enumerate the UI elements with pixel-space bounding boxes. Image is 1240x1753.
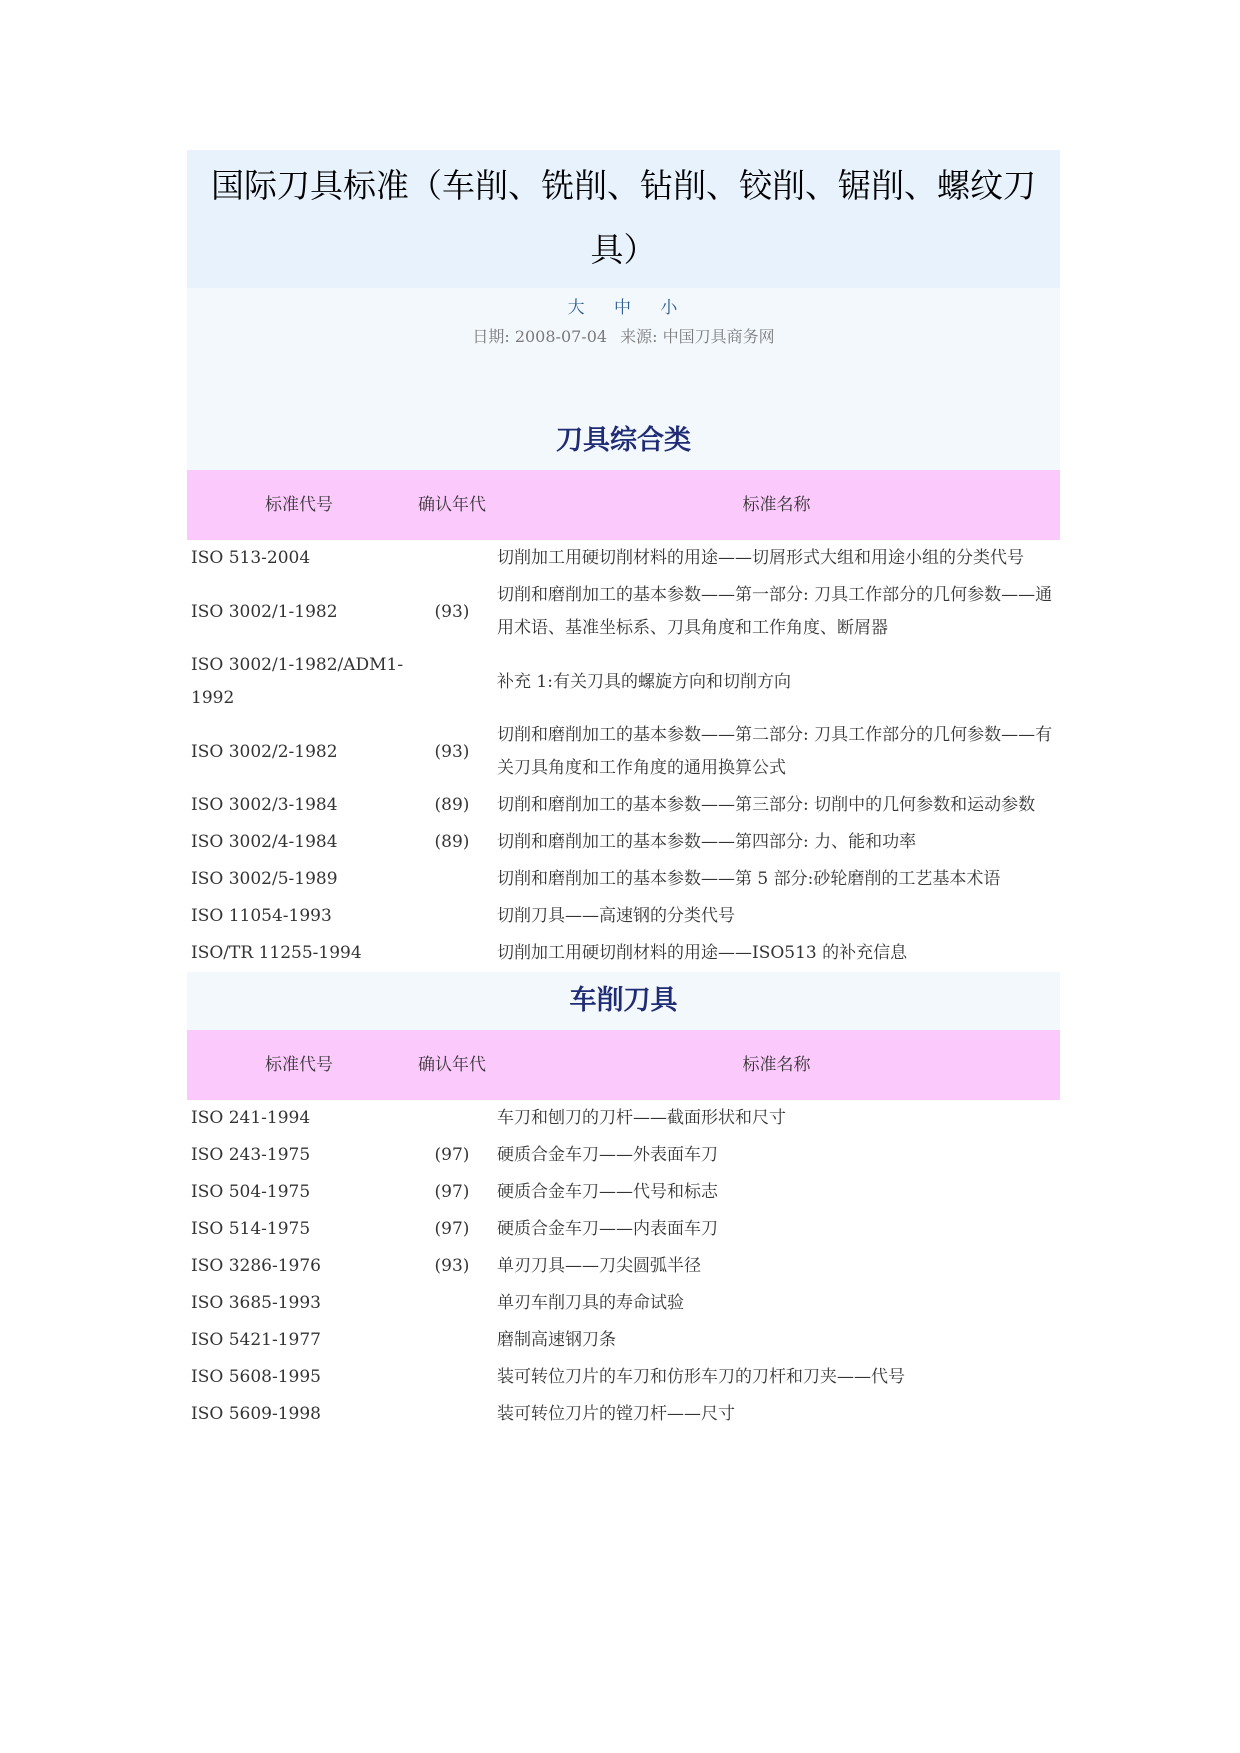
header-name: 标准名称 bbox=[493, 470, 1060, 540]
confirm-year bbox=[411, 1322, 493, 1359]
standard-name: 磨制高速钢刀条 bbox=[497, 1330, 616, 1350]
table-row bbox=[187, 1248, 1060, 1285]
confirm-year bbox=[411, 647, 493, 717]
standards-table-general bbox=[187, 470, 1060, 972]
standard-name: 装可转位刀片的车刀和仿形车刀的刀杆和刀夹——代号 bbox=[497, 1367, 905, 1387]
table-row bbox=[187, 647, 1060, 717]
standard-name: 切削和磨削加工的基本参数——第二部分: 刀具工作部分的几何参数——有关刀具角度和工作角度的通用换算公式 bbox=[497, 725, 1053, 778]
table-header-row bbox=[187, 1030, 1060, 1100]
standard-code: ISO 3002/2-1982 bbox=[191, 741, 338, 762]
table-row bbox=[187, 717, 1060, 787]
confirm-year bbox=[411, 1396, 493, 1433]
table-row bbox=[187, 1211, 1060, 1248]
standard-name: 切削加工用硬切削材料的用途——切屑形式大组和用途小组的分类代号 bbox=[497, 548, 1024, 568]
standard-name: 切削和磨削加工的基本参数——第四部分: 力、能和功率 bbox=[497, 832, 917, 852]
section-heading: 车削刀具 bbox=[187, 972, 1060, 1030]
confirm-year: (97) bbox=[434, 1219, 470, 1239]
standard-code: ISO 3002/3-1984 bbox=[191, 795, 338, 815]
standards-table-turning bbox=[187, 1030, 1060, 1433]
standard-name: 车刀和刨刀的刀杆——截面形状和尺寸 bbox=[497, 1108, 786, 1128]
header-year: 确认年代 bbox=[411, 1030, 493, 1100]
confirm-year bbox=[411, 861, 493, 898]
table-row bbox=[187, 935, 1060, 972]
standard-code: ISO 3685-1993 bbox=[191, 1293, 321, 1313]
table-body bbox=[187, 1100, 1060, 1433]
standard-code: ISO 11054-1993 bbox=[191, 906, 332, 926]
standard-name: 切削刀具——高速钢的分类代号 bbox=[497, 906, 735, 926]
standard-code: ISO 514-1975 bbox=[191, 1219, 311, 1239]
standard-code: ISO 513-2004 bbox=[191, 548, 311, 568]
confirm-year bbox=[411, 1285, 493, 1322]
table-body bbox=[187, 540, 1060, 972]
header-name: 标准名称 bbox=[493, 1030, 1060, 1100]
standard-name: 硬质合金车刀——代号和标志 bbox=[497, 1182, 718, 1202]
meta-block bbox=[187, 288, 1060, 470]
confirm-year: (89) bbox=[434, 832, 470, 852]
standard-name: 切削和磨削加工的基本参数——第 5 部分:砂轮磨削的工艺基本术语 bbox=[497, 869, 1001, 889]
standard-code: ISO 3002/1-1982/ADM1-1992 bbox=[191, 655, 404, 708]
standard-name: 切削加工用硬切削材料的用途——ISO513 的补充信息 bbox=[497, 943, 908, 963]
confirm-year bbox=[411, 540, 493, 577]
standard-name: 切削和磨削加工的基本参数——第一部分: 刀具工作部分的几何参数——通用术语、基准坐标系、刀具角度和工作角度、断屑器 bbox=[497, 585, 1053, 638]
standard-name: 切削和磨削加工的基本参数——第三部分: 切削中的几何参数和运动参数 bbox=[497, 795, 1036, 815]
section-heading: 刀具综合类 bbox=[187, 412, 1060, 470]
standard-code: ISO 3002/5-1989 bbox=[191, 869, 338, 889]
article bbox=[187, 150, 1060, 1433]
standard-name: 硬质合金车刀——外表面车刀 bbox=[497, 1145, 718, 1165]
confirm-year: (97) bbox=[434, 1182, 470, 1202]
table-row bbox=[187, 540, 1060, 577]
confirm-year bbox=[411, 1100, 493, 1137]
header-code: 标准代号 bbox=[187, 470, 411, 540]
table-row bbox=[187, 1100, 1060, 1137]
font-size-small-link[interactable]: 小 bbox=[660, 298, 680, 318]
table-row bbox=[187, 1359, 1060, 1396]
standard-code: ISO 243-1975 bbox=[191, 1145, 311, 1165]
standard-code: ISO 504-1975 bbox=[191, 1182, 311, 1202]
standard-code: ISO 3002/1-1982 bbox=[191, 601, 338, 622]
table-row bbox=[187, 1285, 1060, 1322]
publish-date: 日期: 2008-07-04 bbox=[472, 327, 608, 346]
standard-code: ISO 5609-1998 bbox=[191, 1404, 321, 1424]
table-row bbox=[187, 1137, 1060, 1174]
confirm-year: (93) bbox=[434, 601, 470, 622]
font-size-switcher bbox=[187, 294, 1060, 322]
confirm-year bbox=[411, 1359, 493, 1396]
table-row bbox=[187, 1322, 1060, 1359]
table-row bbox=[187, 898, 1060, 935]
table-header-row bbox=[187, 470, 1060, 540]
header-code: 标准代号 bbox=[187, 1030, 411, 1100]
standard-code: ISO/TR 11255-1994 bbox=[191, 943, 362, 963]
standard-code: ISO 5608-1995 bbox=[191, 1367, 321, 1387]
source: 来源: 中国刀具商务网 bbox=[620, 327, 775, 346]
standard-code: ISO 3286-1976 bbox=[191, 1256, 321, 1276]
standard-name: 装可转位刀片的镗刀杆——尺寸 bbox=[497, 1404, 735, 1424]
standard-name: 硬质合金车刀——内表面车刀 bbox=[497, 1219, 718, 1239]
standard-code: ISO 241-1994 bbox=[191, 1108, 311, 1128]
confirm-year: (93) bbox=[434, 1256, 470, 1276]
header-year: 确认年代 bbox=[411, 470, 493, 540]
confirm-year: (97) bbox=[434, 1145, 470, 1165]
article-title: 国际刀具标准（车削、铣削、钻削、铰削、锯削、螺纹刀具） bbox=[211, 166, 1036, 269]
title-block bbox=[187, 150, 1060, 288]
table-row bbox=[187, 787, 1060, 824]
confirm-year bbox=[411, 935, 493, 972]
confirm-year: (93) bbox=[434, 741, 470, 762]
table-row bbox=[187, 824, 1060, 861]
table-row bbox=[187, 577, 1060, 647]
font-size-medium-link[interactable]: 中 bbox=[614, 298, 633, 318]
standard-code: ISO 5421-1977 bbox=[191, 1330, 321, 1350]
standard-name: 单刃车削刀具的寿命试验 bbox=[497, 1293, 684, 1313]
standard-name: 补充 1:有关刀具的螺旋方向和切削方向 bbox=[497, 671, 791, 692]
standard-name: 单刃刀具——刀尖圆弧半径 bbox=[497, 1256, 701, 1276]
font-size-large-link[interactable]: 大 bbox=[567, 298, 587, 318]
confirm-year: (89) bbox=[434, 795, 470, 815]
confirm-year bbox=[411, 898, 493, 935]
table-row bbox=[187, 1396, 1060, 1433]
standard-code: ISO 3002/4-1984 bbox=[191, 832, 338, 852]
table-row bbox=[187, 861, 1060, 898]
dateline bbox=[187, 322, 1060, 352]
table-row bbox=[187, 1174, 1060, 1211]
